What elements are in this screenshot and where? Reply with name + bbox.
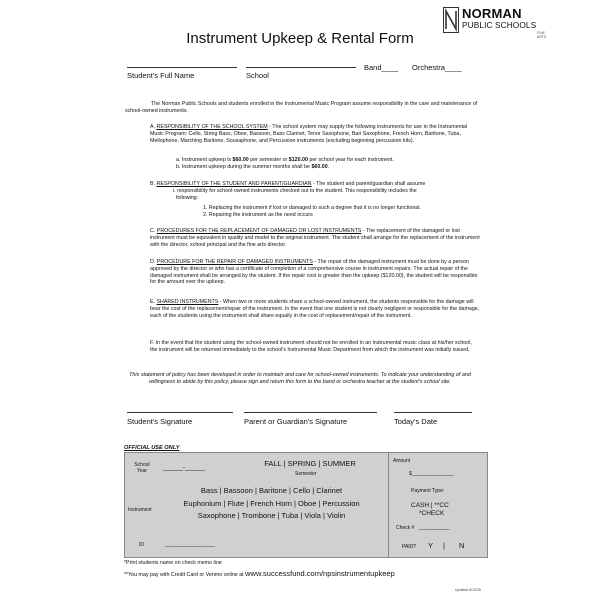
section-b xyxy=(150,181,480,188)
section-b-letter: B. xyxy=(150,181,156,187)
intro-paragraph: The Norman Public Schools and students enrolled in the Instrumental Music Program assume responsibility in the care and maintenance of school-owned instruments. xyxy=(125,101,478,114)
band-checkbox[interactable]: Band____ xyxy=(364,63,399,72)
section-a xyxy=(150,124,480,144)
norman-logo-icon xyxy=(443,7,459,33)
student-name-line[interactable] xyxy=(127,67,237,68)
school-label: School xyxy=(246,71,269,80)
semester-options[interactable]: FALL | SPRING | SUMMER xyxy=(264,459,356,468)
semester-label: Semester xyxy=(295,471,317,477)
updated-date: Updated 6/10/25 xyxy=(455,588,481,592)
student-signature-line[interactable] xyxy=(127,412,233,413)
section-f-text: In the event that the student using the school-owned instrument should not be enrolled in an instrumental music class at his/her school, the instrument will be returned immediately to the school's Instrumental Music Department from which the instrument was initially issued. xyxy=(150,340,472,353)
section-a-item-a: a. Instrument upkeep is $60.00 per semester or $120.00 per school year for each instrument. xyxy=(176,157,394,163)
payment-type-check[interactable]: *CHECK xyxy=(419,510,445,517)
check-number-input[interactable]: ___________ xyxy=(419,525,450,531)
check-number-label: Check # xyxy=(396,525,415,531)
amount-label: Amount xyxy=(393,458,411,464)
instrument-options-row-3[interactable]: Saxophone | Trombone | Tuba | Viola | Violin xyxy=(197,511,346,520)
section-a-heading: RESPONSIBILITY OF THE SCHOOL SYSTEM xyxy=(156,124,268,130)
school-year-input[interactable]: ______-______ xyxy=(163,465,206,471)
id-input[interactable]: __________________ xyxy=(165,542,216,548)
section-b-item-1: 1. Replacing the instrument if lost or damaged to such a degree that it is no longer functional. xyxy=(203,205,421,211)
parent-signature-line[interactable] xyxy=(244,412,377,413)
section-e-heading: SHARED INSTRUMENTS xyxy=(156,299,219,305)
section-d-heading: PROCEDURE FOR THE REPAIR OF DAMAGED INSTRUMENTS xyxy=(156,259,313,265)
orchestra-checkbox[interactable]: Orchestra____ xyxy=(412,63,462,72)
section-d-text: - The repair of the damaged instrument must be done by a person approved by the director or who has a certificate of completion of a comprehensive course in instrument repairs. The actual repair of the damaged instrument shall be arranged by the student. If the repair cost is greater than the upkeep ($120.00), the student will be responsible for the amount over the upkeep. xyxy=(150,259,478,286)
paid-label: PAID? xyxy=(402,544,417,550)
section-a-text: - The school system may supply the following instruments for use in the Instrumental Music Program: Cello, String Bass, Oboe, Bassoon, Bass Clarinet, Tenor Saxophone, Bari Saxophone, French Horn, Baritone, Tuba, Mellophone, Marching Baritone, Sousaphone, and Percussion instruments (excluding beginning percussion kits). xyxy=(150,124,468,144)
logo-text-fine-arts: FINE ARTS xyxy=(537,31,547,39)
section-e: E. SHARED INSTRUMENTS - When two or more students share a school-owned instrument, the students responsible for the damage will bear the cost of the replacement/repair of the instrument. In the event that one student is not clearly negligent or responsible for the damage, each of the students using the instrument shall share equally in the cost of replacement/repair of the instrument. xyxy=(150,299,480,319)
section-c-text: - The replacement of the damaged or lost instrument must be equivalent in quality and model to the original instrument. The student shall arrange for the replacement of the instrument with the director, school principal and the fine arts director. xyxy=(150,228,480,248)
footer-note-memo: *Print students name on check memo line xyxy=(124,560,222,566)
section-b-heading: RESPONSIBILITY OF THE STUDENT AND PARENT/GUARDIAN xyxy=(156,181,312,187)
logo-text-public-schools: PUBLIC SCHOOLS xyxy=(462,20,537,30)
parent-signature-label: Parent or Guardian's Signature xyxy=(244,417,348,426)
paid-separator: | xyxy=(443,541,445,550)
section-a-letter: A. xyxy=(150,124,156,130)
section-c: C. PROCEDURES FOR THE REPLACEMENT OF DAMAGED OR LOST INSTRUMENTS - The replacement of the damaged or lost instrument must be equivalent in quality and model to the original instrument. The student shall arrange for the replacement of the instrument with the director, school principal and the fine arts director. xyxy=(150,228,480,248)
section-c-heading: PROCEDURES FOR THE REPLACEMENT OF DAMAGED OR LOST INSTRUMENTS xyxy=(156,228,362,234)
payment-url-link[interactable]: www.successfund.com/npsinstrumentupkeep xyxy=(245,569,395,578)
section-f: F. In the event that the student using the school-owned instrument should not be enrolled in an instrumental music class at his/her school, the instrument will be returned immediately to the school's Instrumental Music Department from which the instrument was initially issued. xyxy=(150,340,472,353)
student-signature-label: Student's Signature xyxy=(127,417,193,426)
section-a-item-b: b. Instrument upkeep during the summer months shall be $60.00. xyxy=(176,164,330,170)
official-box-divider xyxy=(388,453,389,557)
paid-yes-option[interactable]: Y xyxy=(428,541,434,550)
section-b-text: - The student and parent/guardian shall assume xyxy=(311,181,426,187)
date-label: Today's Date xyxy=(394,417,438,426)
policy-statement: This statement of policy has been developed in order to maintain and care for school-owned instruments. To indicate your understanding of and willingness to abide by this policy, please sign and return this form to the band or orchestra teacher at the student's school site. xyxy=(129,372,471,385)
instrument-options-row-2[interactable]: Euphonium | Flute | French Horn | Oboe | Percussion xyxy=(183,499,360,508)
section-b-sub-i: i. responsibility for school-owned instruments checked out to the student. This responsibility includes the xyxy=(173,188,417,194)
instrument-label: Instrument xyxy=(128,507,152,513)
student-name-label: Student's Full Name xyxy=(127,71,195,80)
instrument-options-row-1[interactable]: Bass | Bassoon | Baritone | Cello | Clarinet xyxy=(200,486,343,495)
id-label: ID xyxy=(139,542,144,548)
section-d: D. PROCEDURE FOR THE REPAIR OF DAMAGED INSTRUMENTS - The repair of the damaged instrument must be done by a person approved by the director or who has a certificate of completion of a comprehensive course in instrument repairs. The actual repair of the damaged instrument shall be arranged by the student. If the repair cost is greater than the upkeep ($120.00), the student will be responsible for the amount over the upkeep. xyxy=(150,259,478,286)
payment-type-options[interactable]: CASH | **CC xyxy=(411,502,449,509)
section-e-text: - When two or more students share a school-owned instrument, the students responsible for the damage will bear the cost of the replacement/repair of the instrument. In the event that one student is not clearly negligent or responsible for the damage, each of the students using the instrument shall share equally in the cost of replacement/repair of the instrument. xyxy=(150,299,480,319)
district-logo xyxy=(443,6,553,40)
amount-input[interactable]: $_______________ xyxy=(409,471,454,477)
page-title: Instrument Upkeep & Rental Form xyxy=(186,30,414,47)
official-use-box xyxy=(124,452,488,558)
official-use-label: OFFICIAL USE ONLY xyxy=(124,445,180,451)
paid-no-option[interactable]: N xyxy=(459,541,465,550)
footer-note-payment: **You may pay with Credit Card or Venmo online at www.successfund.com/npsinstrumentupkeep xyxy=(124,569,395,578)
payment-type-label: Payment Type: xyxy=(411,488,445,494)
date-line[interactable] xyxy=(394,412,472,413)
logo-text-norman: NORMAN xyxy=(462,6,522,21)
section-b-sub-i-cont: following: xyxy=(176,195,199,201)
school-year-label: School Year xyxy=(134,462,150,474)
section-b-item-2: 2. Repairing the instrument as the need occurs xyxy=(203,212,313,218)
school-line[interactable] xyxy=(246,67,356,68)
